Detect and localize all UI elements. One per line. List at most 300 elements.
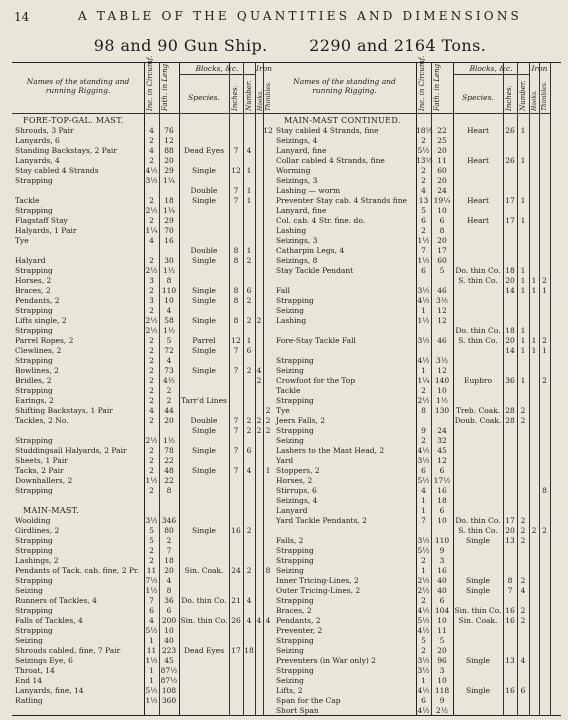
rigging-circ-cell (416, 416, 431, 426)
rigging-item-name: Strapping (276, 356, 314, 365)
rigging-inches-cell: 28 (505, 416, 515, 425)
rigging-item-name (15, 426, 143, 436)
rigging-inches-cell: 7 (233, 416, 239, 425)
rigging-item-name: Flagstaff Stay (15, 216, 68, 225)
rigging-inches-cell (229, 576, 243, 586)
rigging-circ-cell: 2 (149, 136, 154, 145)
rigging-hooks-cell: 2 (256, 426, 262, 435)
rigging-circ-cell: 5½ (145, 686, 158, 695)
rigging-inches-cell (229, 436, 243, 446)
rigging-circ-cell: 3 (149, 276, 154, 285)
left-names-header: Names of the standing and running Rigging. (26, 77, 130, 95)
right-circ-header: Inc. in Circumf. (418, 55, 426, 111)
right-circ-column (416, 116, 431, 716)
rigging-item-name: Tye (15, 236, 29, 245)
rigging-circ-cell: 2 (149, 256, 154, 265)
rigging-fath-cell: 12 (437, 306, 447, 315)
rigging-thimbles-cell (263, 176, 273, 186)
rigging-thimbles-cell (263, 346, 273, 356)
rigging-hooks-cell (255, 166, 263, 176)
rigging-item-name: Short Span (276, 706, 319, 715)
rigging-hooks-cell: 1 (531, 336, 537, 345)
rigging-item-name: Falls of Tackles, 4 (15, 616, 83, 625)
rigging-item-name: Inner Tricing-Lines, 2 (276, 576, 359, 585)
rigging-fath-cell: 45 (437, 446, 447, 455)
rigging-hooks-cell (529, 406, 539, 416)
rigging-number-cell (517, 506, 529, 516)
rigging-hooks-cell (529, 636, 539, 646)
rigging-inches-cell (503, 206, 517, 216)
rigging-circ-cell: 2 (149, 216, 154, 225)
rigging-number-cell (243, 586, 255, 596)
rigging-number-cell (243, 696, 255, 706)
rigging-number-cell: 2 (246, 256, 252, 265)
rigging-species-cell (179, 376, 229, 386)
rigging-inches-cell (229, 226, 243, 236)
rigging-fath-cell: 6 (439, 506, 445, 515)
rigging-fath-cell: 16 (164, 236, 174, 245)
rigging-inches-cell (503, 236, 517, 246)
rigging-number-cell (243, 156, 255, 166)
rigging-circ-cell: 5 (421, 206, 426, 215)
rigging-circ-cell (144, 116, 159, 126)
rigging-fath-cell: 30 (164, 256, 174, 265)
rigging-fath-cell: 110 (161, 286, 177, 295)
rigging-number-cell: 1 (520, 346, 526, 355)
rigging-thimbles-cell (539, 606, 550, 616)
right-names-header: Names of the standing and running Rigging. (293, 77, 396, 95)
rigging-fath-cell: 32 (437, 436, 447, 445)
rigging-number-cell (243, 406, 255, 416)
rigging-inches-cell (229, 276, 243, 286)
rigging-thimbles-cell (263, 456, 273, 466)
rigging-item-name: Strapping (276, 666, 314, 675)
rigging-species-cell: S. thin Co. (458, 526, 498, 535)
rigging-circ-cell: 2½ (145, 436, 158, 445)
rigging-item-name: Lanyard (276, 506, 308, 515)
rigging-thimbles-cell (263, 156, 273, 166)
rigging-thimbles-cell (539, 396, 550, 406)
rigging-inches-cell (229, 676, 243, 686)
rigging-fath-cell: 3 (439, 556, 445, 565)
rigging-inches-cell: 17 (505, 516, 515, 525)
right-blocks-header: Blocks, &c. (469, 64, 513, 73)
rigging-species-cell: Heart (466, 156, 490, 165)
rigging-species-cell (453, 136, 503, 146)
rigging-inches-cell: 8 (233, 296, 239, 305)
left-fath-column (159, 116, 179, 706)
rigging-thimbles-cell (539, 266, 550, 276)
rigging-fath-cell: 48 (164, 466, 174, 475)
rigging-species-cell (453, 486, 503, 496)
rigging-circ-cell: 4 (149, 146, 154, 155)
rigging-species-cell: Treb. Coak. (455, 406, 501, 415)
rigging-number-cell (243, 676, 255, 686)
rigging-species-cell (453, 226, 503, 236)
right-species-column (453, 116, 503, 716)
rigging-item-name: Horses, 2 (15, 276, 52, 285)
rigging-fath-cell: 9 (439, 696, 445, 705)
rigging-fath-cell: 87½ (160, 676, 178, 685)
left-number-header: Number. (245, 80, 253, 111)
rigging-thimbles-cell (263, 666, 273, 676)
rigging-species-cell (179, 536, 229, 546)
rigging-thimbles-cell (539, 206, 550, 216)
rigging-species-cell: Dead Eyes (183, 146, 225, 155)
rigging-fath-cell: 1½ (162, 326, 176, 335)
rigging-inches-cell: 8 (233, 246, 239, 255)
rigging-species-cell (453, 436, 503, 446)
rigging-hooks-cell (529, 206, 539, 216)
rigging-thimbles-cell (263, 336, 273, 346)
rigging-hooks-cell (529, 266, 539, 276)
left-species-header: Species. (188, 93, 220, 102)
rigging-hooks-cell (529, 466, 539, 476)
rigging-species-cell (179, 556, 229, 566)
rigging-inches-cell: 7 (233, 466, 239, 475)
rigging-hooks-cell (255, 686, 263, 696)
rigging-fath-cell: 24 (437, 186, 447, 195)
rigging-item-name (15, 496, 143, 506)
rigging-number-cell (243, 396, 255, 406)
left-circ-column (144, 116, 159, 706)
rigging-circ-cell: 2 (149, 156, 154, 165)
rigging-thimbles-cell (539, 566, 550, 576)
rigging-thimbles-cell (539, 176, 550, 186)
rigging-circ-cell: 5½ (417, 546, 430, 555)
rigging-inches-cell (229, 116, 243, 126)
rigging-fath-cell: 118 (434, 686, 450, 695)
rigging-species-cell (179, 656, 229, 666)
rigging-thimbles-cell (539, 516, 550, 526)
rigging-thimbles-cell (263, 606, 273, 616)
rigging-fath-cell: 40 (437, 586, 447, 595)
rigging-item-name (276, 326, 415, 336)
rigging-hooks-cell (529, 226, 539, 236)
rigging-thimbles-cell (263, 276, 273, 286)
rigging-hooks-cell (529, 126, 539, 136)
rigging-species-cell: Heart (466, 196, 490, 205)
rigging-fath-cell: 8 (166, 276, 172, 285)
rigging-hooks-cell (529, 196, 539, 206)
rigging-hooks-cell: 4 (256, 616, 262, 625)
rigging-item-name: Lifts single, 2 (15, 316, 67, 325)
rigging-thimbles-cell (539, 656, 550, 666)
rigging-inches-cell (503, 496, 517, 506)
rigging-fath-cell: 11 (437, 626, 447, 635)
rigging-thimbles-cell (263, 196, 273, 206)
rigging-hooks-cell: 1 (531, 276, 537, 285)
rigging-circ-cell: 11 (146, 646, 157, 655)
rigging-thimbles-cell (263, 376, 273, 386)
rigging-hooks-cell (255, 556, 263, 566)
rigging-fath-cell: 18 (164, 196, 174, 205)
rigging-thimbles-cell (263, 326, 273, 336)
rigging-hooks-cell (529, 426, 539, 436)
rigging-inches-cell: 7 (233, 196, 239, 205)
rigging-hooks-cell: 2 (256, 316, 262, 325)
rigging-species-cell (179, 586, 229, 596)
rigging-number-cell: 2 (246, 426, 252, 435)
rigging-thimbles-cell (263, 386, 273, 396)
rigging-fath-cell: 6 (439, 466, 445, 475)
rigging-hooks-cell (529, 496, 539, 506)
rigging-inches-cell (503, 296, 517, 306)
rigging-inches-cell (229, 376, 243, 386)
rigging-number-cell (243, 376, 255, 386)
rigging-circ-cell: 4½ (417, 446, 430, 455)
rigging-inches-cell (229, 666, 243, 676)
rigging-hooks-cell (529, 186, 539, 196)
rigging-circ-cell: 3 (149, 296, 154, 305)
rigging-circ-cell: 4 (149, 406, 154, 415)
rigging-species-cell (179, 496, 229, 506)
rigging-inches-cell (229, 636, 243, 646)
rigging-thimbles-cell (539, 426, 550, 436)
rigging-species-cell (179, 676, 229, 686)
rigging-species-cell: Double (190, 186, 218, 195)
rigging-hooks-cell (529, 136, 539, 146)
rigging-number-cell (517, 456, 529, 466)
rigging-inches-cell (503, 666, 517, 676)
rigging-fath-cell: 60 (437, 256, 447, 265)
rigging-hooks-cell (255, 586, 263, 596)
rigging-thimbles-cell (539, 306, 550, 316)
rigging-circ-cell: 1 (149, 636, 154, 645)
rigging-number-cell (243, 136, 255, 146)
rigging-species-cell (453, 626, 503, 636)
rigging-species-cell: Heart (466, 216, 490, 225)
rigging-circ-cell: 2 (421, 166, 426, 175)
rigging-hooks-cell: 4 (256, 366, 262, 375)
rigging-inches-cell (503, 366, 517, 376)
page-header: A TABLE OF THE QUANTITIES AND DIMENSIONS (78, 9, 522, 23)
rigging-species-cell (453, 456, 503, 466)
rigging-number-cell (243, 576, 255, 586)
rigging-number-cell (243, 556, 255, 566)
rigging-number-cell: 1 (520, 196, 526, 205)
rigging-hooks-cell (255, 386, 263, 396)
rigging-thimbles-cell: 1 (542, 346, 547, 355)
rigging-number-cell: 1 (246, 186, 252, 195)
rigging-species-cell (179, 476, 229, 486)
rigging-species-cell (179, 386, 229, 396)
rigging-circ-cell: 2 (421, 646, 426, 655)
rigging-number-cell (517, 186, 529, 196)
rigging-thimbles-cell (263, 596, 273, 606)
rigging-number-cell (517, 696, 529, 706)
rigging-circ-cell: 2 (149, 356, 154, 365)
rigging-number-cell (243, 266, 255, 276)
rigging-hooks-cell (529, 646, 539, 656)
rigging-item-name: Strapping (15, 176, 53, 185)
rigging-fath-cell: 108 (161, 686, 177, 695)
rigging-hooks-cell (529, 356, 539, 366)
rigging-circ-cell: 3½ (417, 536, 430, 545)
rigging-fath-cell: 10 (437, 386, 447, 395)
rigging-hooks-cell (529, 626, 539, 636)
rigging-fath-cell: 8 (166, 486, 172, 495)
left-hooks-column (255, 116, 263, 706)
rigging-circ-cell (144, 496, 159, 506)
left-circ-header: Inc. in Circumf. (146, 55, 154, 111)
rigging-species-cell: Single (191, 526, 216, 535)
rigging-item-name: Standing Backstays, 2 Pair (15, 146, 117, 155)
rigging-species-cell: Do. thin Co. (455, 516, 501, 525)
rigging-species-cell (453, 496, 503, 506)
rigging-thimbles-cell (263, 186, 273, 196)
rigging-inches-cell: 8 (233, 256, 239, 265)
rigging-circ-cell: 2 (149, 396, 154, 405)
rigging-number-cell (517, 206, 529, 216)
rigging-thimbles-cell (263, 356, 273, 366)
rigging-species-cell: Single (465, 656, 490, 665)
rigging-item-name (15, 246, 143, 256)
rigging-circ-cell: 2 (421, 556, 426, 565)
rigging-item-name: Strapping (276, 546, 314, 555)
rigging-fath-cell: 10 (437, 616, 447, 625)
right-thimbles-header: Thimbles. (541, 81, 548, 111)
rigging-number-cell: 2 (520, 406, 526, 415)
rigging-fath-cell (159, 246, 179, 256)
rigging-species-cell (453, 466, 503, 476)
rigging-circ-cell (416, 116, 431, 126)
rigging-species-cell (453, 366, 503, 376)
rigging-circ-cell: 2 (149, 336, 154, 345)
rigging-hooks-cell (255, 606, 263, 616)
rigging-circ-cell: 9 (421, 426, 426, 435)
rigging-number-cell (243, 226, 255, 236)
rigging-inches-cell: 7 (233, 186, 239, 195)
rigging-fath-cell (159, 116, 179, 126)
rigging-fath-cell: 2 (166, 536, 172, 545)
rigging-item-name: Strapping (15, 546, 53, 555)
rigging-table (12, 55, 561, 716)
rigging-thimbles-cell (539, 676, 550, 686)
rigging-thimbles-cell (263, 446, 273, 456)
rigging-circ-cell: 6 (421, 266, 426, 275)
rigging-species-cell (453, 476, 503, 486)
rigging-circ-cell: 2 (149, 286, 154, 295)
rigging-thimbles-cell (539, 126, 550, 136)
rigging-circ-cell: 4½ (417, 296, 430, 305)
rigging-fath-cell: 10 (164, 296, 174, 305)
rigging-hooks-cell (529, 446, 539, 456)
rigging-fath-cell: 10 (437, 516, 447, 525)
rigging-thimbles-cell (263, 166, 273, 176)
rigging-fath-cell: 17 (437, 246, 447, 255)
rigging-number-cell (517, 556, 529, 566)
rigging-hooks-cell (529, 556, 539, 566)
rigging-fath-cell: 46 (437, 286, 447, 295)
rigging-species-cell: Single (191, 256, 216, 265)
rigging-item-name: Seizing (276, 436, 304, 445)
left-iron-header: Iron (256, 64, 272, 73)
rigging-number-cell (243, 236, 255, 246)
rigging-fath-cell: 20 (437, 236, 447, 245)
rigging-item-name: Tacks, 2 Pair (15, 466, 64, 475)
rigging-species-cell: Single (191, 316, 216, 325)
rigging-inches-cell (229, 266, 243, 276)
rigging-fath-cell: 9 (439, 546, 445, 555)
rigging-number-cell: 2 (246, 296, 252, 305)
rigging-circ-cell: 2 (149, 556, 154, 565)
rigging-fath-cell: 11 (437, 156, 447, 165)
rigging-thimbles-cell: 8 (265, 566, 271, 575)
rigging-hooks-cell (255, 306, 263, 316)
rigging-thimbles-cell: 4 (265, 616, 271, 625)
rigging-hooks-cell (529, 596, 539, 606)
rigging-species-cell: Single (465, 536, 490, 545)
section-heading: FORE-TOP-GAL. MAST. (23, 116, 124, 125)
rigging-thimbles-cell (539, 616, 550, 626)
rigging-fath-cell: 18 (164, 556, 174, 565)
rigging-item-name: Shrouds cabled, fine, 7 Pair (15, 646, 121, 655)
rigging-circ-cell: 6 (421, 216, 426, 225)
rigging-species-cell (453, 636, 503, 646)
rigging-fath-cell: 88 (164, 146, 174, 155)
rigging-item-name: Seizings Eye, 6 (15, 656, 73, 665)
rigging-thimbles-cell (263, 226, 273, 236)
rigging-hooks-cell (529, 706, 539, 716)
rigging-hooks-cell (255, 666, 263, 676)
rigging-species-cell (453, 176, 503, 186)
rigging-fath-cell: 4 (166, 306, 172, 315)
rigging-species-cell (453, 706, 503, 716)
rigging-species-cell: Doub. Coak. (454, 416, 502, 425)
rigging-hooks-cell (255, 636, 263, 646)
rigging-hooks-cell (255, 696, 263, 706)
rigging-inches-cell (503, 676, 517, 686)
rigging-circ-cell (416, 326, 431, 336)
rigging-circ-cell: 4½ (417, 706, 430, 715)
rigging-circ-cell (144, 426, 159, 436)
rigging-thimbles-cell (539, 416, 550, 426)
rigging-circ-cell: 2 (149, 346, 154, 355)
rigging-item-name: Strapping (15, 436, 53, 445)
rigging-hooks-cell (255, 456, 263, 466)
rigging-inches-cell: 36 (505, 376, 515, 385)
rigging-circ-cell: 2 (421, 176, 426, 185)
rigging-item-name: Seizing (276, 646, 304, 655)
rigging-item-name: Jeers Falls, 2 (276, 416, 326, 425)
rigging-hooks-cell: 2 (531, 526, 537, 535)
rigging-species-cell (179, 626, 229, 636)
rigging-fath-cell (431, 276, 453, 286)
left-inches-header: Inches. (231, 85, 239, 111)
rigging-item-name: Pendants, 2 (276, 616, 321, 625)
rigging-item-name: Seizings, 3 (276, 176, 318, 185)
left-species-column (179, 116, 229, 706)
rigging-fath-cell: 7 (166, 546, 172, 555)
ship-classes: 98 and 90 Gun Ship. (93, 36, 268, 55)
rigging-inches-cell (229, 216, 243, 226)
rigging-item-name: Strapping (276, 596, 314, 605)
rigging-number-cell: 2 (246, 366, 252, 375)
rigging-fath-cell: 20 (164, 156, 174, 165)
rigging-thimbles-cell (539, 446, 550, 456)
rigging-fath-cell: 1½ (162, 436, 176, 445)
rigging-species-cell (453, 206, 503, 216)
rigging-item-name: Strapping (276, 636, 314, 645)
rigging-inches-cell (229, 696, 243, 706)
rigging-circ-cell: 2½ (145, 326, 158, 335)
rigging-number-cell (517, 136, 529, 146)
rigging-species-cell: S. thin Co. (458, 276, 498, 285)
rigging-species-cell: Single (191, 196, 216, 205)
rigging-fath-cell: 40 (164, 636, 174, 645)
rigging-species-cell (179, 636, 229, 646)
